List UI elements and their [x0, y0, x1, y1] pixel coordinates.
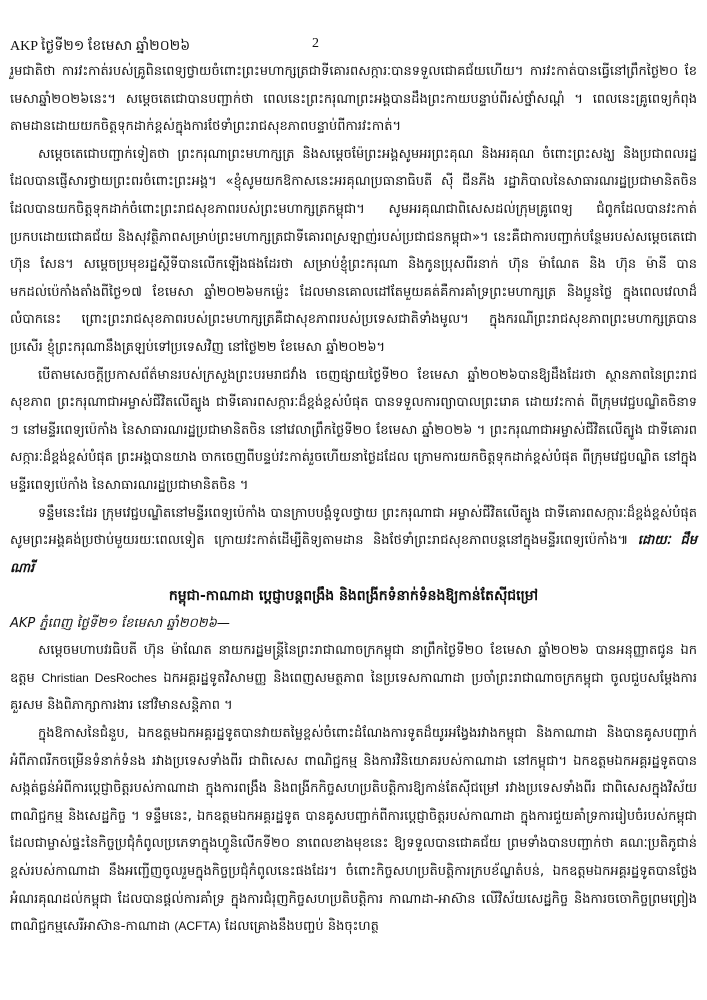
paragraph-text: ក្នុងឱកាសនៃជំនួប, ឯកឧត្តមឯកអគ្គរដ្ឋទូតបានវាយតម្លៃខ្ពស់ចំពោះដំណែងការទូតដ៏យូរអង្វែងរវាងកម្ពុជា និងកាណាដា និងបានគូសបញ្ជាក់អំពីភាពរីកចម្រើនទំនាក់ទំនង រវាងប្រទេសទាំងពីរ ជាពិសេស ពាណិជ្ជកម្ម និងការវិនិយោគរបស់កាណាដា នៅកម្ពុជា។ ឯកឧត្តមឯកអគ្គរដ្ឋទូតបានសង្កត់ធ្ងន់អំពីការប្ដេជ្ញាចិត្តរបស់កាណាដា ក្នុងការពង្រឹង និងពង្រីកកិច្ចសហប្រតិបត្តិការឱ្យកាន់តែស៊ីជម្រៅ រវាងប្រទេសទាំងពីរ ជាពិសេសក្នុងវិស័យពាណិជ្ជកម្ម និងសេដ្ឋកិច្ច ។ ទន្ទឹមនេះ, ឯកឧត្តមឯកអគ្គរដ្ឋទូត បានគូសបញ្ជាក់ពីការប្ដេជ្ញាចិត្តរបស់កាណាដា ក្នុងការជួយគាំទ្រការរៀបចំរបស់កម្ពុជា ដែលជាម្ចាស់ផ្ទះនៃកិច្ចប្រជុំកំពូលប្រភេទាក្នុងហ្វូនិលើកទី២០ នាពេលខាងមុខនេះ ឱ្យទទួលបានជោគជ័យ ព្រមទាំងបានបញ្ជាក់ថា គណៈប្រតិភូជាន់ខ្ពស់របស់កាណាដា នឹងអញ្ជើញចូលរួមក្នុងកិច្ចប្រជុំកំពូលនេះផងដែរ។ ចំពោះកិច្ចសហប្រតិបត្តិការក្របខ័ណ្ឌតំបន់, ឯកឧត្តមឯកអគ្គរដ្ឋទូតបានថ្លែងអំណរគុណដល់កម្ពុជា ដែលបានផ្ដល់ការគាំទ្រ ក្នុងការជំរុញកិច្ចសហប្រតិបត្តិការ កាណាដា-អាស៊ាន លើវិស័យសេដ្ឋកិច្ច និងការចចោកិច្ចព្រមព្រៀងពាណិជ្ជកម្មសេរីអាស៊ាន-កាណាដា: [10, 726, 697, 935]
paragraph-text: ទន្ទឹមនេះដែរ ក្រុមវេជ្ជបណ្ឌិតនៅមន្ទីរពេទ្យប៉េកាំង បានក្រាបបង្គំទូលថ្វាយ ព្រះករុណាជា អម្ចាស់ជីវិតលើត្បូង ជាទីគោរពសក្ការៈដ៏ខ្ពង់ខ្ពស់បំផុត សូមព្រះអង្គគង់ប្រថាប់មួយរយៈពេលទៀត ក្រោយវះកាត់ដើម្បីតិទ្យតាមដាន និងថែទាំព្រះរាជសុខភាពបន្តនៅក្នុងមន្ទីរពេទ្យប៉េកាំង៕: [10, 505, 697, 549]
acronym: (ACFTA): [174, 919, 221, 934]
paragraph-text: ឯកអគ្គរដ្ឋទូតវិសាមញ្ញ និងពេញសមត្ថភាព នៃប្រទេសកាណាដា ប្រចាំព្រះរាជាណាចក្រកម្ពុជា ចូលជួបសម្ដែងការគួរសម និងពិភាក្សាការងារ នៅវិមានសន្តិភាព ។: [10, 670, 697, 714]
dateline: AKP ភ្នំពេញ ថ្ងៃទី២១ ខែមេសា ឆ្នាំ២០២៦—: [10, 616, 230, 632]
paragraph-text: ដែលគ្រោងនឹងបញ្ចប់ និងចុះហត្ថ: [220, 919, 379, 935]
paragraph-text: សម្ដេចមហាបវរធិបតី ហ៊ុន ម៉ាណែត នាយករដ្ឋមន្ត្រីនៃព្រះរាជាណាចក្រកម្ពុជា នាព្រឹកថ្ងៃទី២០ ខែមេសា ឆ្នាំ២០២៦ បានអនុញ្ញាតជូន ឯកឧត្តម: [10, 643, 697, 686]
paragraph: បើតាមសេចក្ដីប្រកាសព័ត៌មានរបស់ក្រសួងព្រះបរមរាជវាំង ចេញផ្សាយថ្ងៃទី២០ ខែមេសា ឆ្នាំ២០២៦បានឱ្យដឹងដែរថា ស្ថានភាពនៃព្រះរាជសុខភាព ព្រះករុណាជាអម្ចាស់ជីវិតលើត្បូង ជាទីគោរពសក្ការៈដ៏ខ្ពង់ខ្ពស់បំផុត បានទទួលការព្យាបាលព្រះរោគ ដោយវះកាត់ ពីក្រុមវេជ្ជបណ្ឌិតចិនាទ ៗ នៅមន្ទីរពេទ្យប៉េកាំង នៃសាធារណរដ្ឋប្រជាមានិតចិន នៅវេលាព្រឹកថ្ងៃទី២០ ខែមេសា ឆ្នាំ២០២៦ ។ ព្រះករុណាជាអម្ចាស់ជីវិតលើត្បូង ជាទីគោរពសក្ការៈដ៏ខ្ពង់ខ្ពស់បំផុត ព្រះអង្គបានយាង ចាកចេញពីបន្ទប់វះកាត់រួចហើយនាថ្ងៃដដែល ក្រោមការយកចិត្តទុកដាក់ខ្ពស់បំផុត ពីក្រុមវេជ្ជបណ្ឌិត នៅក្នុងមន្ទីរពេទ្យប៉េកាំង នៃសាធារណរដ្ឋប្រជាមានិតចិន ។: [10, 367, 697, 493]
article-body: [10, 58, 697, 941]
paragraph: [10, 637, 697, 720]
paragraph: [10, 720, 697, 941]
page-header: [10, 36, 697, 58]
header-date: AKP ថ្ងៃទី២១ ខែមេសា ឆ្នាំ២០២៦: [10, 39, 191, 54]
paragraph: សម្ដេចតេជោបញ្ជាក់ទៀតថា ព្រះករុណាព្រះមហាក្សត្រ និងសម្ដេចម៉ែព្រះអង្គសូមអរព្រះគុណ និងអរគុណ ចំពោះព្រះសង្ឃ និងប្រជាពលរដ្ឋ ដែលបានផ្ញើសារថ្វាយព្រះពរចំពោះព្រះអង្គ។ «ខ្ញុំសូមយកឱកាសនេះអរគុណប្រធានាធិបតី ស៊ី ជីនភីង រដ្ឋាភិបាលនៃសាធារណរដ្ឋប្រជាមានិតចិន ដែលបានយកចិត្តទុកដាក់ចំពោះព្រះរាជសុខភាពរបស់ព្រះមហាក្សត្រកម្ពុជា។ សូមអរគុណជាពិសេសដល់ក្រុមគ្រូពេទ្យ ជំពូកដែលបានវះកាត់ប្រកបដោយជោគជ័យ និងសុវត្ថិភាពសម្រាប់ព្រះមហាក្សត្រជាទីគោរពស្រឡាញ់របស់ប្រជាជនកម្ពុជា»។ នេះគឺជាការបញ្ជាក់បន្ថែមរបស់សម្ដេចតេជោ ហ៊ុន សែន។ សម្ដេចប្រមុខរដ្ឋស្ដីទីបានលើកឡើងផងដែរថា សម្រាប់ខ្ញុំព្រះករុណា និងកូនប្រុសពីរនាក់ ហ៊ុន ម៉ាណែត និង ហ៊ុន ម៉ានី បានមកដល់ប៉េកាំងតាំងពីថ្ងៃ១៧ ខែមេសា ឆ្នាំ២០២៦មកម្ល៉េះ ដែលមានគោលដៅតែមួយគត់គឺការគាំទ្រព្រះមហាក្សត្រ និងប្អូនថ្លៃ ក្នុងពេលវេលាដ៏លំបាកនេះ ព្រោះព្រះរាជសុខភាពរបស់ព្រះមហាក្សត្រគឺជាសុខភាពរបស់ប្រទេសជាតិទាំងមូល។ ក្នុងករណីព្រះរាជសុខភាពព្រះមហាក្សត្របានប្រសើរ ខ្ញុំព្រះករុណានឹងត្រឡប់ទៅប្រទេសវិញ នៅថ្ងៃ២២ ខែមេសា ឆ្នាំ២០២៦។: [10, 146, 697, 355]
article-headline: កម្ពុជា-កាណាដា ប្ដេជ្ញាបន្តពង្រឹង និងពង្រីកទំនាក់ទំនងឱ្យកាន់តែស៊ីជម្រៅ: [168, 588, 539, 605]
byline: ដោយៈ ជឹម ណារី: [10, 533, 697, 576]
paragraph: [10, 500, 697, 583]
envoy-name: Christian DesRoches: [41, 670, 157, 685]
page-number: 2: [312, 36, 319, 51]
paragraph: រួមជាតិថា ការវះកាត់របស់គ្រូពិនពេទ្យថ្វាយចំពោះព្រះមហាក្សត្រជាទីគោរពសក្ការៈបានទទួលជោគជ័យហើយ។ ការវះកាត់បានធ្វើនៅព្រឹកថ្ងៃ២០ ខែមេសាឆ្នាំ២០២៦នេះ។ សម្ដេចតេជោបានបញ្ជាក់ថា ពេលនេះព្រះករុណាព្រះអង្គបានដឹងព្រះកាយបន្ទាប់ពីរស់ថ្នាំសណ្ដំ ។ ពេលនេះគ្រូពេទ្យកំពុងតាមដានដោយយកចិត្តទុកដាក់ខ្ពស់ក្នុងការថែទាំព្រះរាជសុខភាពបន្ទាប់ពីការវះកាត់។: [10, 64, 697, 135]
